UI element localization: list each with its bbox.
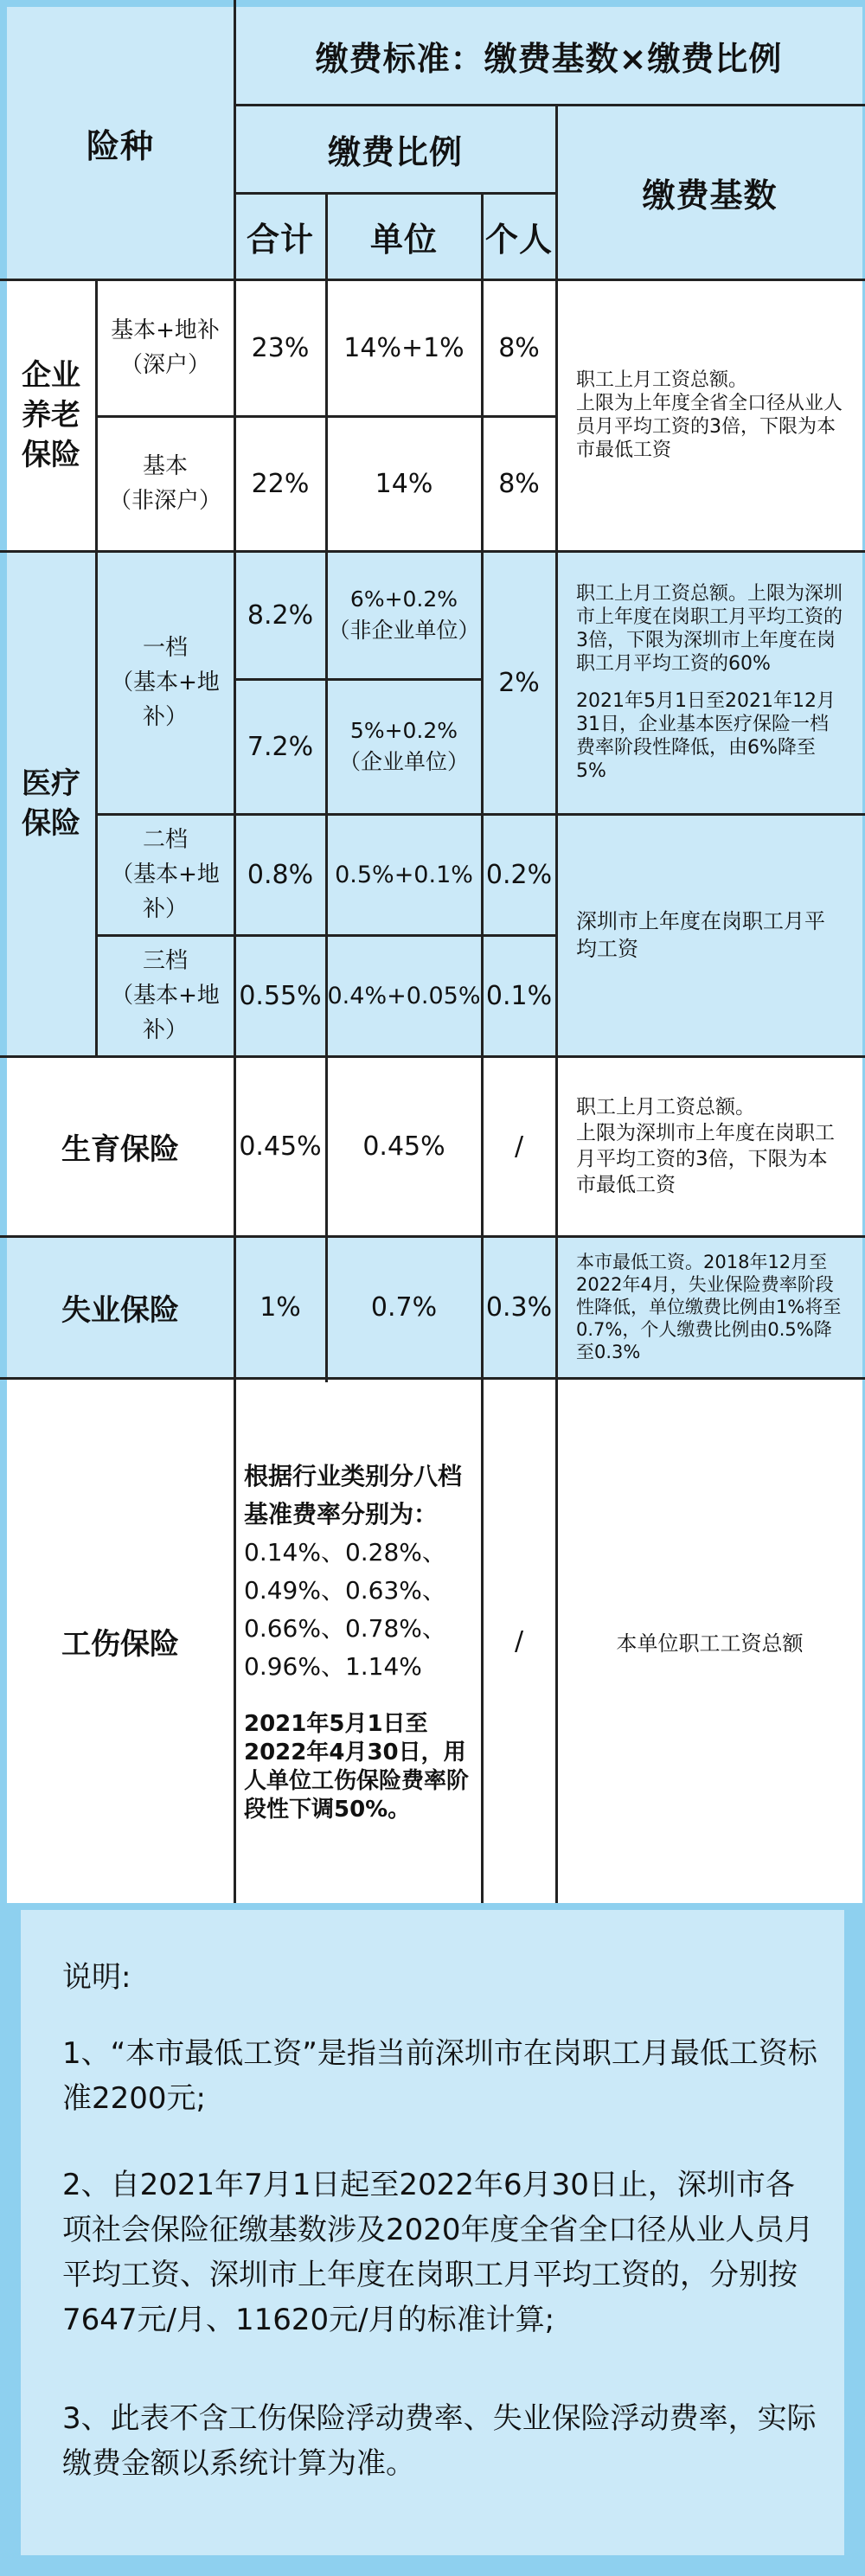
pension-name: 企业 养老 保险 [7, 280, 95, 550]
medical-base1: 职工上月工资总额。上限为深圳市上年度在岗职工月平均工资的3倍，下限为深圳市上年度在岗职工月平均工资的60% [576, 583, 843, 675]
column-header-total: 合计 [235, 194, 325, 279]
grid-line [481, 192, 484, 1903]
grid-line [95, 279, 98, 1057]
grid-line [555, 104, 558, 1903]
medical-tier2-label: 二档 （基本+地补） [97, 815, 234, 934]
pension-row2-label: 基本 （非深户） [97, 417, 234, 550]
injury-intro: 根据行业类别分八档基准费率分别为： [244, 1462, 463, 1528]
medical-tier2-total: 0.8% [235, 815, 325, 934]
column-header-unit: 单位 [327, 194, 481, 279]
column-header-base: 缴费基数 [557, 106, 862, 279]
column-header-ratio: 缴费比例 [235, 106, 555, 192]
medical-tier3-total: 0.55% [235, 936, 325, 1055]
medical-base1-note: 2021年5月1日至2021年12月31日，企业基本医疗保险一档费率阶段性降低，由6%降至5% [576, 690, 836, 782]
maternity-personal: / [483, 1057, 555, 1235]
injury-rate-line-1: 0.14%、0.28%、 [244, 1538, 446, 1567]
medical-tier1-unit-b: 5%+0.2% （企业单位） [327, 680, 481, 813]
injury-rate-line-4: 0.96%、1.14% [244, 1652, 422, 1681]
grid-line [0, 1055, 865, 1058]
medical-tier2-personal: 0.2% [483, 815, 555, 934]
medical-base1-cell [557, 552, 862, 813]
medical-base23: 深圳市上年度在岗职工月平均工资 [557, 815, 862, 1055]
medical-tier1-label: 一档 （基本+地补） [97, 552, 234, 813]
pension-row1-personal: 8% [483, 280, 555, 415]
pension-base: 职工上月工资总额。 上限为上年度全省全口径从业人员月平均工资的3倍，下限为本市最低工资 [557, 280, 862, 550]
grid-line [325, 192, 328, 1382]
medical-tier1-personal: 2% [483, 552, 555, 813]
maternity-unit: 0.45% [327, 1057, 481, 1235]
maternity-name: 生育保险 [7, 1057, 234, 1235]
medical-tier3-label: 三档 （基本+地补） [97, 936, 234, 1055]
pension-row1-total: 23% [235, 280, 325, 415]
grid-line [0, 1235, 865, 1238]
column-header-type: 险种 [7, 7, 234, 279]
injury-rates-cell [235, 1379, 481, 1903]
medical-tier1-total-a: 8.2% [235, 552, 325, 678]
explanation-note-1: 1、“本市最低工资”是指当前深圳市在岗职工月最低工资标准2200元; [62, 2036, 817, 2116]
pension-row2-personal: 8% [483, 417, 555, 550]
explanation-note-3: 3、此表不含工伤保险浮动费率、失业保险浮动费率，实际缴费金额以系统计算为准。 [62, 2401, 817, 2481]
grid-line [234, 0, 236, 1903]
pension-row2-unit: 14% [327, 417, 481, 550]
injury-note: 2021年5月1日至2022年4月30日，用人单位工伤保险费率阶段性下调50%。 [244, 1711, 470, 1823]
grid-line [0, 1377, 865, 1380]
explanation-title: 说明: [62, 1960, 131, 1995]
grid-line [95, 934, 557, 937]
explanation-note-2: 2、自2021年7月1日起至2022年6月30日止，深圳市各项社会保险征缴基数涉及2020年度全省全口径从业人员月平均工资、深圳市上年度在岗职工月平均工资的，分别按7647元/月、11620元/月的标准计算; [62, 2168, 814, 2337]
medical-tier2-unit: 0.5%+0.1% [327, 815, 481, 934]
injury-name: 工伤保险 [7, 1379, 234, 1903]
injury-rate-line-3: 0.66%、0.78%、 [244, 1614, 446, 1643]
unemployment-total: 1% [235, 1237, 325, 1377]
column-header-personal: 个人 [483, 194, 555, 279]
injury-personal: / [483, 1379, 555, 1903]
grid-line [0, 550, 865, 553]
pension-row1-label: 基本+地补 （深户） [97, 280, 234, 415]
unemployment-personal: 0.3% [483, 1237, 555, 1377]
grid-line [95, 415, 557, 418]
unemployment-name: 失业保险 [7, 1237, 234, 1377]
grid-line [0, 279, 865, 281]
medical-tier3-personal: 0.1% [483, 936, 555, 1055]
medical-name: 医疗 保险 [7, 552, 95, 1055]
grid-line [234, 678, 483, 681]
grid-line [95, 813, 865, 816]
grid-line [234, 192, 558, 195]
explanation-panel [21, 1910, 844, 2555]
pension-row2-total: 22% [235, 417, 325, 550]
medical-tier1-total-b: 7.2% [235, 680, 325, 813]
injury-rate-line-2: 0.49%、0.63%、 [244, 1576, 446, 1605]
medical-tier1-unit-a: 6%+0.2% （非企业单位） [327, 552, 481, 678]
medical-tier3-unit: 0.4%+0.05% [327, 936, 481, 1055]
unemployment-unit: 0.7% [327, 1237, 481, 1377]
formula-header: 缴费标准：缴费基数×缴费比例 [235, 7, 862, 104]
maternity-base: 职工上月工资总额。 上限为深圳市上年度在岗职工月平均工资的3倍，下限为本市最低工资 [557, 1057, 862, 1235]
unemployment-base: 本市最低工资。2018年12月至2022年4月，失业保险费率阶段性降低，单位缴费比例由1%将至0.7%，个人缴费比例由0.5%降至0.3% [557, 1237, 862, 1377]
injury-base: 本单位职工工资总额 [557, 1379, 862, 1903]
pension-row1-unit: 14%+1% [327, 280, 481, 415]
grid-line [234, 104, 865, 106]
maternity-total: 0.45% [235, 1057, 325, 1235]
